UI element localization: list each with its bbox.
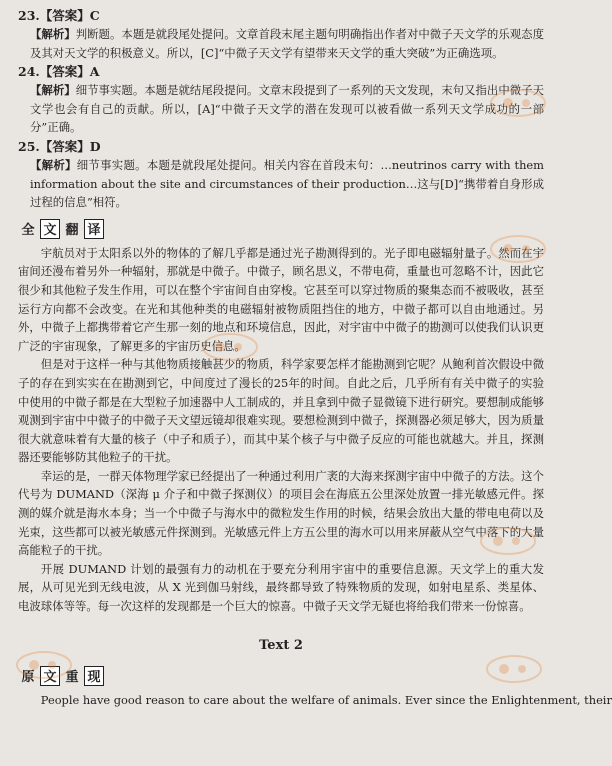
q24-answer: A — [89, 64, 100, 80]
original-section-title — [18, 665, 544, 687]
original-title-char-2: 文 — [40, 666, 60, 686]
q23-analysis — [30, 25, 544, 62]
q25-analysis-text: 细节事实题。本题是就段尾处提问。相关内容在首段末句：…neutrinos carry with them information about the site and circumstances of their production…这与[D]“携带着自身形成过程的信息”相符。 — [30, 157, 544, 210]
original-title-char-1: 原 — [21, 670, 35, 686]
translation-paragraph-3: 幸运的是，一群天体物理学家已经提出了一种通过利用广袤的大海来探测宇宙中中微子的方法。这个代号为 DUMAND（深海 μ 介子和中微子探测仪）的项目会在海底五公里深处放置一排光敏感元件。探测的媒介就是海水本身；当一个中微子与海水中的微粒发生作用的时候，结果会放出大量的带电电荷以及光束，这些都可以被光敏感元件探测到。光敏感元件上方五公里的海水可以用来屏蔽从空气中落下的大量高能粒子的干扰。 — [18, 468, 544, 558]
q25-analysis-label: 【解析】 — [30, 157, 77, 172]
q23-answer-label: 【答案】 — [39, 8, 90, 23]
translation-section-title — [18, 218, 544, 240]
q25-answer-label: 【答案】 — [39, 138, 90, 154]
q23-analysis-label: 【解析】 — [30, 27, 76, 41]
q24-analysis-text: 细节事实题。本题是就结尾段提问。文章末段提到了一系列的天文发现，末句又指出中微子天文学也会有自己的贡献。所以，[A]“中微子天文学的潜在发现可以被看做一系列天文学成功的一部分”正确。 — [30, 83, 544, 135]
q23-analysis-text: 判断题。本题是就段尾处提问。文章首段末尾主题句明确指出作者对中微子天文学的乐观态度及其对天文学的积极意义。所以，[C]“中微子天文学有望带来天文学的重大突破”为正确选项。 — [30, 27, 544, 60]
q25-answer: D — [89, 138, 101, 154]
original-title-char-3: 重 — [65, 670, 79, 686]
q25-number: 25. — [18, 138, 40, 154]
q24-analysis — [30, 81, 544, 137]
q24-answer-line — [18, 62, 544, 81]
translation-paragraph-1: 宇航员对于太阳系以外的物体的了解几乎都是通过光子勘测得到的。光子即电磁辐射量子。然而在宇宙间还漫布着另外一种辐射，那就是中微子。中微子，顾名思义，不带电荷，重量也可忽略不计，因此它很少和其他粒子发生作用，可以在整个宇宙间自由穿梭。它甚至可以穿过物质的聚集态而不被吸收，甚至运行方向都不会改变。在光和其他种类的电磁辐射被物质阻挡住的地方，中微子都可以自由地通过。另外，中微子上都携带着它产生那一刻的地点和环境信息，因此，对宇宙中中微子的勘测可以使我们认识更广泛的宇宙现象，了解更多的宇宙历史信息。 — [18, 245, 544, 353]
q25-answer-line — [18, 137, 544, 156]
q25-analysis — [30, 156, 544, 212]
translation-title-char-2: 文 — [40, 219, 60, 239]
q24-answer-label: 【答案】 — [39, 64, 90, 80]
text2-heading: Text 2 — [259, 637, 303, 653]
original-title-char-4: 现 — [84, 666, 104, 686]
translation-title-char-4: 译 — [84, 219, 104, 239]
q23-number: 23. — [18, 8, 40, 23]
translation-paragraph-2: 但是对于这样一种与其他物质接触甚少的物质，科学家要怎样才能勘测到它呢？从鲍利首次假设中微子的存在到实实在在勘测到它，中间度过了漫长的25年的时间。自此之后，几乎所有有关中微子的实验中使用的中微子都是在大型粒子加速器中人工制成的，并且拿到中微子显微镜下进行研究。要想制成能够观测到宇宙中中微子的中微子天文望远镜却很难实现。要想检测到中微子，探测器必须足够大，因为质量很大就意味着有大量的核子（中子和质子），而其中某个核子与中微子反应的可能也就越大。并且，探测器还要能够防其他粒子的干扰。 — [18, 357, 544, 465]
q23-answer-line — [18, 6, 544, 25]
translation-paragraph-4: 开展 DUMAND 计划的最强有力的动机在于要充分利用宇宙中的重要信息源。天文学上的重大发展，从可见光到无线电波，从 X 光到伽马射线，最终都导致了特殊物质的发现，如射电星系、类星体、电波球体等等。每一次这样的发现都是一个巨大的惊喜。中微子天文学无疑也将给我们带来一份惊喜。 — [18, 561, 544, 614]
original-first-line: People have good reason to care about the welfare of animals. Ever since the Enlightenment, their — [40, 692, 612, 707]
translation-title-char-1: 全 — [21, 223, 35, 239]
q24-analysis-label: 【解析】 — [30, 83, 76, 98]
q24-number: 24. — [18, 64, 40, 80]
q23-answer: C — [89, 8, 100, 23]
translation-title-char-3: 翻 — [65, 223, 79, 239]
